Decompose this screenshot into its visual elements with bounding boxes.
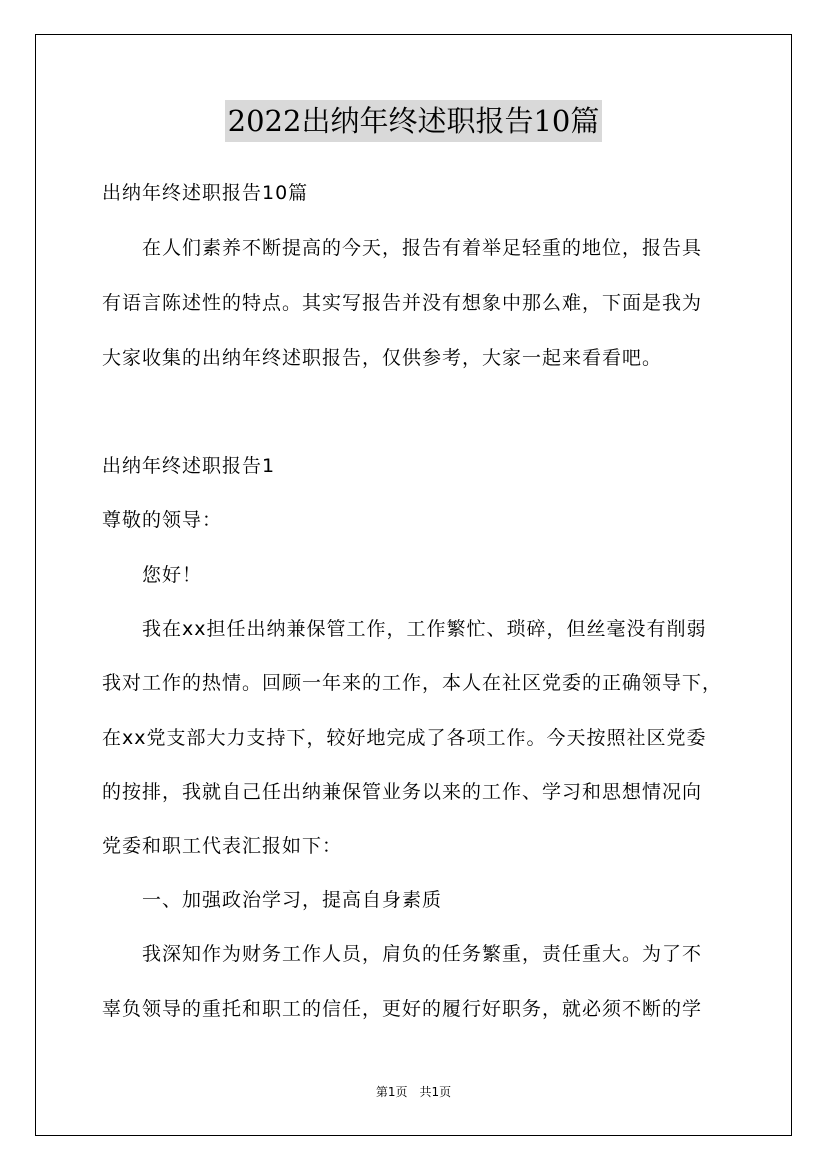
paragraph-line: 有语言陈述性的特点。其实写报告并没有想象中那么难，下面是我为 <box>102 292 703 314</box>
paragraph-line: 的按排，我就自己任出纳兼保管业务以来的工作、学习和思想情况向 <box>102 781 703 803</box>
page-footer: 第1页 共1页 <box>375 1085 452 1099</box>
paragraph-line: 辜负领导的重托和职工的信任，更好的履行好职务，就必须不断的学 <box>102 998 703 1020</box>
paragraph-line: 在xx党支部大力支持下，较好地完成了各项工作。今天按照社区党委 <box>102 727 707 749</box>
sub-heading: 一、加强政治学习，提高自身素质 <box>102 889 443 911</box>
title-area <box>0 100 827 142</box>
document-title: 2022出纳年终述职报告10篇 <box>225 100 603 142</box>
greeting: 您好！ <box>102 564 203 586</box>
salutation: 尊敬的领导： <box>102 509 223 531</box>
section-heading: 出纳年终述职报告1 <box>102 455 276 477</box>
subtitle-line: 出纳年终述职报告10篇 <box>102 182 309 204</box>
paragraph-line: 大家收集的出纳年终述职报告，仅供参考，大家一起来看看吧。 <box>102 347 663 369</box>
paragraph-line: 党委和职工代表汇报如下： <box>102 835 343 857</box>
paragraph-line: 我在xx担任出纳兼保管工作，工作繁忙、琐碎，但丝毫没有削弱 <box>102 618 707 640</box>
paragraph-line: 我深知作为财务工作人员，肩负的任务繁重，责任重大。为了不 <box>102 943 703 965</box>
paragraph-line: 我对工作的热情。回顾一年来的工作，本人在社区党委的正确领导下， <box>102 672 723 694</box>
paragraph-line: 在人们素养不断提高的今天，报告有着举足轻重的地位，报告具 <box>102 237 703 259</box>
